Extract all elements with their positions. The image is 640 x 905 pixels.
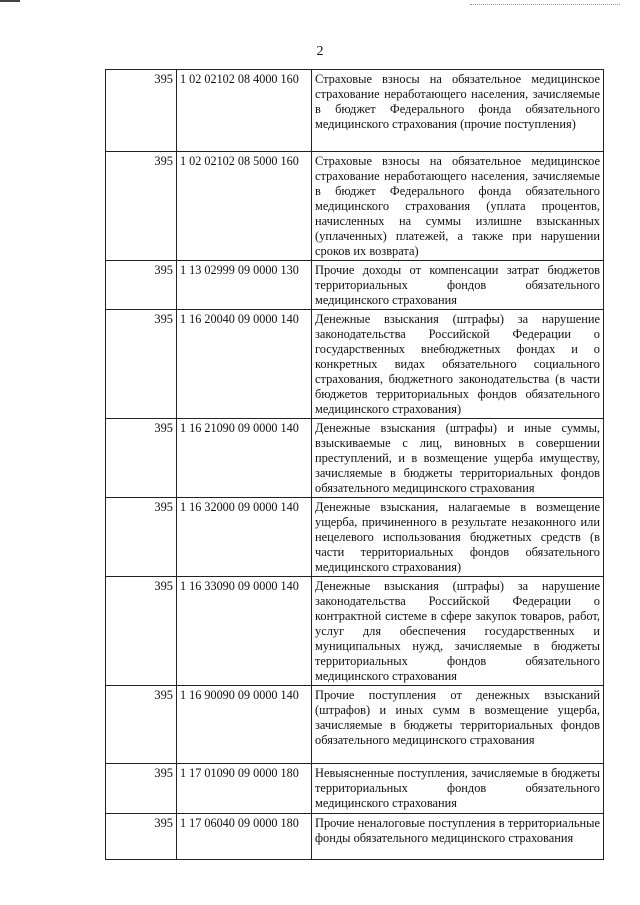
table-row	[106, 764, 604, 814]
revenue-name-cell: Денежные взыскания (штрафы) и иные суммы, взыскиваемые с лиц, виновных в совершении преступлений, и в возмещение ущерба имуществу, зачисляемые в бюджеты территориальных фондов обязательного медицинского страхования	[312, 419, 604, 498]
revenue-name-cell: Денежные взыскания, налагаемые в возмещение ущерба, причиненного в результате незаконного или нецелевого использования бюджетных средств (в части территориальных фондов обязательного медицинского страхования)	[312, 498, 604, 577]
scan-edge-dots	[470, 4, 620, 5]
budget-class-code-cell: 1 16 32000 09 0000 140	[177, 498, 312, 577]
admin-code-cell: 395	[106, 70, 177, 152]
admin-code-cell: 395	[106, 310, 177, 419]
budget-class-code-cell: 1 16 90090 09 0000 140	[177, 686, 312, 764]
budget-class-code-cell: 1 16 33090 09 0000 140	[177, 577, 312, 686]
table-row	[106, 498, 604, 577]
admin-code-cell: 395	[106, 686, 177, 764]
page-number: 2	[316, 44, 324, 59]
admin-code-cell: 395	[106, 814, 177, 860]
revenue-codes-table	[105, 69, 604, 860]
admin-code-cell: 395	[106, 261, 177, 310]
revenue-name-cell: Страховые взносы на обязательное медицинское страхование неработающего населения, зачисляемые в бюджет Федерального фонда обязательного медицинского страхования (прочие поступления)	[312, 70, 604, 152]
admin-code-cell: 395	[106, 498, 177, 577]
table-row	[106, 152, 604, 261]
budget-class-code-cell: 1 17 06040 09 0000 180	[177, 814, 312, 860]
admin-code-cell: 395	[106, 764, 177, 814]
table-row	[106, 419, 604, 498]
budget-class-code-cell: 1 02 02102 08 5000 160	[177, 152, 312, 261]
revenue-name-cell: Невыясненные поступления, зачисляемые в бюджеты территориальных фондов обязательного медицинского страхования	[312, 764, 604, 814]
admin-code-cell: 395	[106, 419, 177, 498]
table-row	[106, 261, 604, 310]
budget-class-code-cell: 1 16 20040 09 0000 140	[177, 310, 312, 419]
budget-class-code-cell: 1 17 01090 09 0000 180	[177, 764, 312, 814]
budget-class-code-cell: 1 13 02999 09 0000 130	[177, 261, 312, 310]
budget-class-code-cell: 1 02 02102 08 4000 160	[177, 70, 312, 152]
table-row	[106, 310, 604, 419]
table-row	[106, 814, 604, 860]
revenue-name-cell: Прочие неналоговые поступления в территориальные фонды обязательного медицинского страхования	[312, 814, 604, 860]
revenue-name-cell: Прочие поступления от денежных взысканий (штрафов) и иных сумм в возмещение ущерба, зачисляемые в бюджеты территориальных фондов обязательного медицинского страхования	[312, 686, 604, 764]
revenue-name-cell: Денежные взыскания (штрафы) за нарушение законодательства Российской Федерации о контрактной системе в сфере закупок товаров, работ, услуг для обеспечения государственных и муниципальных нужд, зачисляемые в бюджеты территориальных фондов обязательного медицинского страхования	[312, 577, 604, 686]
revenue-name-cell: Страховые взносы на обязательное медицинское страхование неработающего населения, зачисляемые в бюджет Федерального фонда обязательного медицинского страхования (уплата процентов, начисленных на суммы излишне взысканных (уплаченных) платежей, а также при нарушении сроков их возврата)	[312, 152, 604, 261]
table-row	[106, 70, 604, 152]
budget-class-code-cell: 1 16 21090 09 0000 140	[177, 419, 312, 498]
admin-code-cell: 395	[106, 152, 177, 261]
table-row	[106, 686, 604, 764]
revenue-name-cell: Денежные взыскания (штрафы) за нарушение законодательства Российской Федерации о государственных внебюджетных фондах и о конкретных видах обязательного социального страхования, бюджетного законодательства (в части бюджетов территориальных фондов обязательного медицинского страхования)	[312, 310, 604, 419]
scan-edge-mark	[0, 0, 20, 2]
revenue-name-cell: Прочие доходы от компенсации затрат бюджетов территориальных фондов обязательного медицинского страхования	[312, 261, 604, 310]
table-row	[106, 577, 604, 686]
admin-code-cell: 395	[106, 577, 177, 686]
